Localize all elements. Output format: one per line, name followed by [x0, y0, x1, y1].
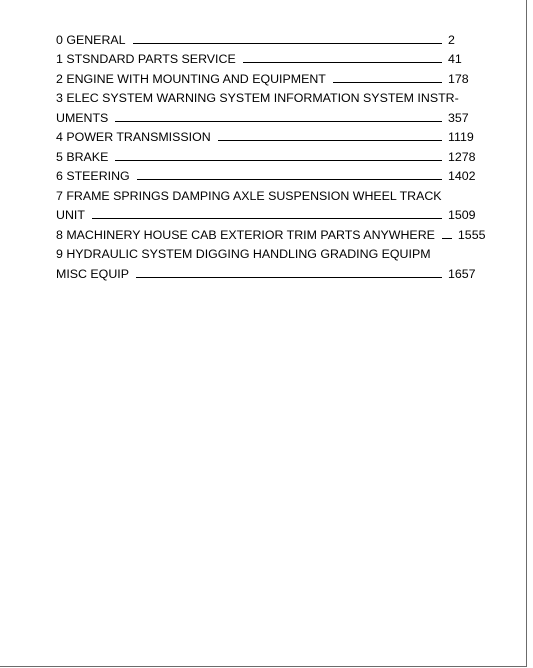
- toc-entry-title: MISC EQUIP: [56, 266, 129, 281]
- toc-entry-machinery-house[interactable]: [56, 223, 486, 243]
- toc-entry-title: UMENTS: [56, 110, 109, 125]
- toc-entry-page: 357: [448, 110, 469, 125]
- toc-entry-title: 0 GENERAL: [56, 32, 126, 47]
- dot-leader: [442, 238, 452, 239]
- table-of-contents: [56, 28, 486, 282]
- toc-entry-title: 3 ELEC SYSTEM WARNING SYSTEM INFORMATION SYSTEM INSTR-: [56, 91, 459, 105]
- toc-entry-page: 2: [448, 32, 455, 47]
- toc-entry-page: 1555: [457, 227, 486, 242]
- dot-leader: [92, 218, 442, 219]
- dot-leader: [333, 82, 442, 83]
- dot-leader: [133, 43, 442, 44]
- dot-leader: [243, 62, 442, 63]
- toc-entry-page: 178: [448, 71, 469, 86]
- toc-entry-frame-line2[interactable]: [56, 204, 476, 224]
- toc-entry-power-transmission[interactable]: [56, 126, 476, 146]
- toc-entry-engine[interactable]: [56, 67, 476, 87]
- dot-leader: [218, 140, 442, 141]
- dot-leader: [115, 121, 442, 122]
- toc-entry-title: 4 POWER TRANSMISSION: [56, 130, 211, 144]
- toc-entry-title: UNIT: [56, 208, 85, 222]
- toc-entry-frame-line1[interactable]: [56, 184, 476, 204]
- toc-entry-page: 1657: [448, 266, 476, 281]
- toc-entry-title: 5 BRAKE: [56, 149, 109, 164]
- toc-entry-hydraulic-line1[interactable]: [56, 243, 476, 263]
- toc-entry-title: 6 STEERING: [56, 169, 130, 183]
- toc-entry-page: 1509: [448, 208, 476, 222]
- toc-entry-page: 41: [448, 52, 462, 66]
- toc-entry-title: 8 MACHINERY HOUSE CAB EXTERIOR TRIM PARTS ANYWHERE: [56, 227, 435, 242]
- toc-entry-title: 9 HYDRAULIC SYSTEM DIGGING HANDLING GRADING EQUIPM: [56, 247, 431, 261]
- toc-entry-elec-line1[interactable]: [56, 87, 476, 107]
- toc-entry-elec-line2[interactable]: [56, 106, 476, 126]
- toc-entry-general[interactable]: [56, 28, 476, 48]
- toc-entry-hydraulic-line2[interactable]: [56, 262, 476, 282]
- toc-entry-page: 1119: [448, 130, 474, 144]
- toc-entry-standard-parts[interactable]: [56, 48, 476, 68]
- toc-entry-page: 1278: [448, 149, 476, 164]
- dot-leader: [115, 160, 442, 161]
- toc-entry-page: 1402: [448, 169, 476, 183]
- dot-leader: [137, 179, 442, 180]
- toc-entry-title: 7 FRAME SPRINGS DAMPING AXLE SUSPENSION WHEEL TRACK: [56, 188, 442, 203]
- toc-entry-title: 1 STSNDARD PARTS SERVICE: [56, 52, 236, 66]
- dot-leader: [136, 277, 442, 278]
- toc-entry-steering[interactable]: [56, 165, 476, 185]
- toc-entry-brake[interactable]: [56, 145, 476, 165]
- toc-entry-title: 2 ENGINE WITH MOUNTING AND EQUIPMENT: [56, 71, 326, 86]
